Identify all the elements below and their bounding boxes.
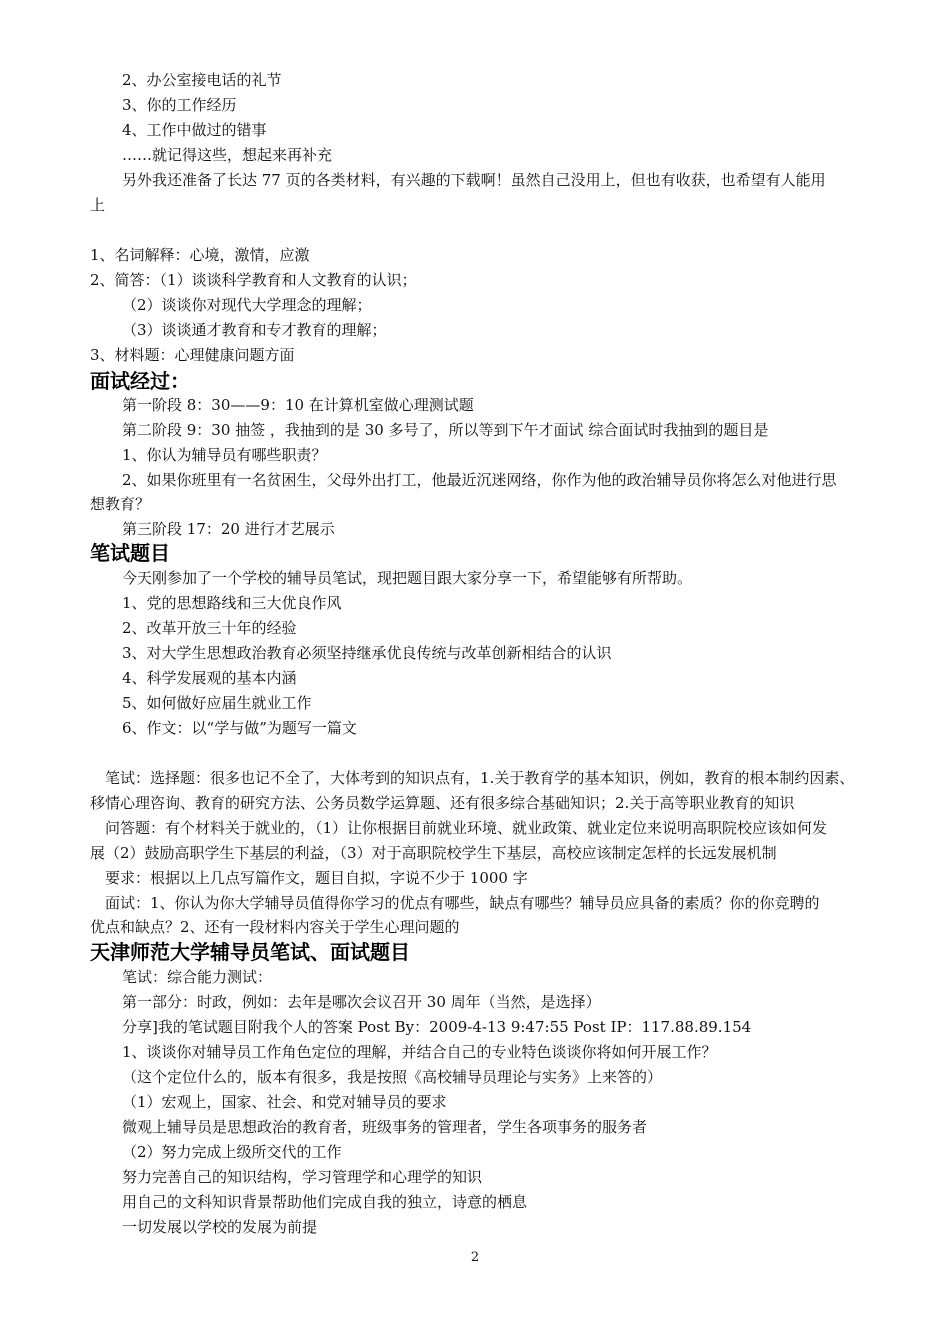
section-heading: 面试经过： <box>90 369 190 393</box>
text-line: 第三阶段 17：20 进行才艺展示 <box>122 520 335 538</box>
text-line: 1、你认为辅导员有哪些职责？ <box>122 446 327 464</box>
text-line: 2、如果你班里有一名贫困生，父母外出打工，他最近沉迷网络，你作为他的政治辅导员你将怎么对他进行思 <box>122 471 837 489</box>
text-line: 2、简答：（1）谈谈科学教育和人文教育的认识； <box>90 271 417 289</box>
text-line: 微观上辅导员是思想政治的教育者，班级事务的管理者，学生各项事务的服务者 <box>122 1118 648 1136</box>
text-line: （3）谈谈通才教育和专才教育的理解； <box>122 321 387 339</box>
text-line: 努力完善自己的知识结构，学习管理学和心理学的知识 <box>122 1168 483 1186</box>
text-line: 3、材料题：心理健康问题方面 <box>90 346 295 364</box>
text-line: 优点和缺点？2、还有一段材料内容关于学生心理问题的 <box>90 918 460 936</box>
text-line: 移情心理咨询、教育的研究方法、公务员数学运算题、还有很多综合基础知识；2.关于高等职业教育的知识 <box>90 794 795 812</box>
text-line: 1、党的思想路线和三大优良作风 <box>122 594 342 612</box>
text-line: 4、工作中做过的错事 <box>122 121 267 139</box>
text-line: 今天刚参加了一个学校的辅导员笔试，现把题目跟大家分享一下，希望能够有所帮助。 <box>122 569 693 587</box>
text-line: 分享]我的笔试题目附我个人的答案 Post By：2009-4-13 9:47:55 Post IP：117.88.89.154 <box>122 1018 752 1036</box>
text-line: 5、如何做好应届生就业工作 <box>122 694 312 712</box>
text-line: 2、改革开放三十年的经验 <box>122 619 297 637</box>
text-line: 展（2）鼓励高职学生下基层的利益，（3）对于高职院校学生下基层，高校应该制定怎样的长远发展机制 <box>90 844 777 862</box>
text-line: （2）努力完成上级所交代的工作 <box>122 1143 342 1161</box>
text-line: 第二阶段 9：30 抽签 ，我抽到的是 30 多号了，所以等到下午才面试 综合面试时我抽到的题目是 <box>122 421 769 439</box>
text-line: （这个定位什么的，版本有很多，我是按照《高校辅导员理论与实务》上来答的） <box>122 1068 663 1086</box>
text-line: 上 <box>90 196 106 214</box>
section-heading: 笔试题目 <box>90 541 170 565</box>
text-line: 用自己的文科知识背景帮助他们完成自我的独立，诗意的栖息 <box>122 1193 528 1211</box>
text-line: 面试：1、你认为你大学辅导员值得你学习的优点有哪些，缺点有哪些？辅导员应具备的素质？你的你竞聘的 <box>105 894 820 912</box>
text-line: 问答题：有个材料关于就业的，（1）让你根据目前就业环境、就业政策、就业定位来说明高职院校应该如何发 <box>105 819 828 837</box>
page-number: 2 <box>470 1250 480 1265</box>
text-line: （2）谈谈你对现代大学理念的理解； <box>122 296 372 314</box>
text-line: 3、你的工作经历 <box>122 96 237 114</box>
text-line: 想教育？ <box>90 495 151 513</box>
text-line: 一切发展以学校的发展为前提 <box>122 1218 318 1236</box>
text-line: 另外我还准备了长达 77 页的各类材料，有兴趣的下载啊！虽然自己没用上，但也有收获，也希望有人能用 <box>122 171 826 189</box>
text-line: 要求：根据以上几点写篇作文，题目自拟，字说不少于 1000 字 <box>105 869 528 887</box>
text-line: 2、办公室接电话的礼节 <box>122 71 282 89</box>
text-line: 1、名词解释：心境，激情，应激 <box>90 246 310 264</box>
text-line: 4、科学发展观的基本内涵 <box>122 669 297 687</box>
text-line: ……就记得这些，想起来再补充 <box>122 146 333 164</box>
text-line: （1）宏观上，国家、社会、和党对辅导员的要求 <box>122 1093 447 1111</box>
text-line: 1、谈谈你对辅导员工作角色定位的理解，并结合自己的专业特色谈谈你将如何开展工作？ <box>122 1043 717 1061</box>
text-line: 笔试：选择题：很多也记不全了，大体考到的知识点有，1.关于教育学的基本知识，例如，教育的根本制约因素、 <box>105 769 855 787</box>
text-line: 笔试：综合能力测试： <box>122 968 273 986</box>
text-line: 6、作文：以“学与做”为题写一篇文 <box>122 719 357 737</box>
text-line: 3、对大学生思想政治教育必须坚持继承优良传统与改革创新相结合的认识 <box>122 644 612 662</box>
section-heading: 天津师范大学辅导员笔试、面试题目 <box>90 940 410 964</box>
text-line: 第一部分：时政，例如：去年是哪次会议召开 30 周年（当然，是选择） <box>122 993 601 1011</box>
text-line: 第一阶段 8：30——9：10 在计算机室做心理测试题 <box>122 396 474 414</box>
